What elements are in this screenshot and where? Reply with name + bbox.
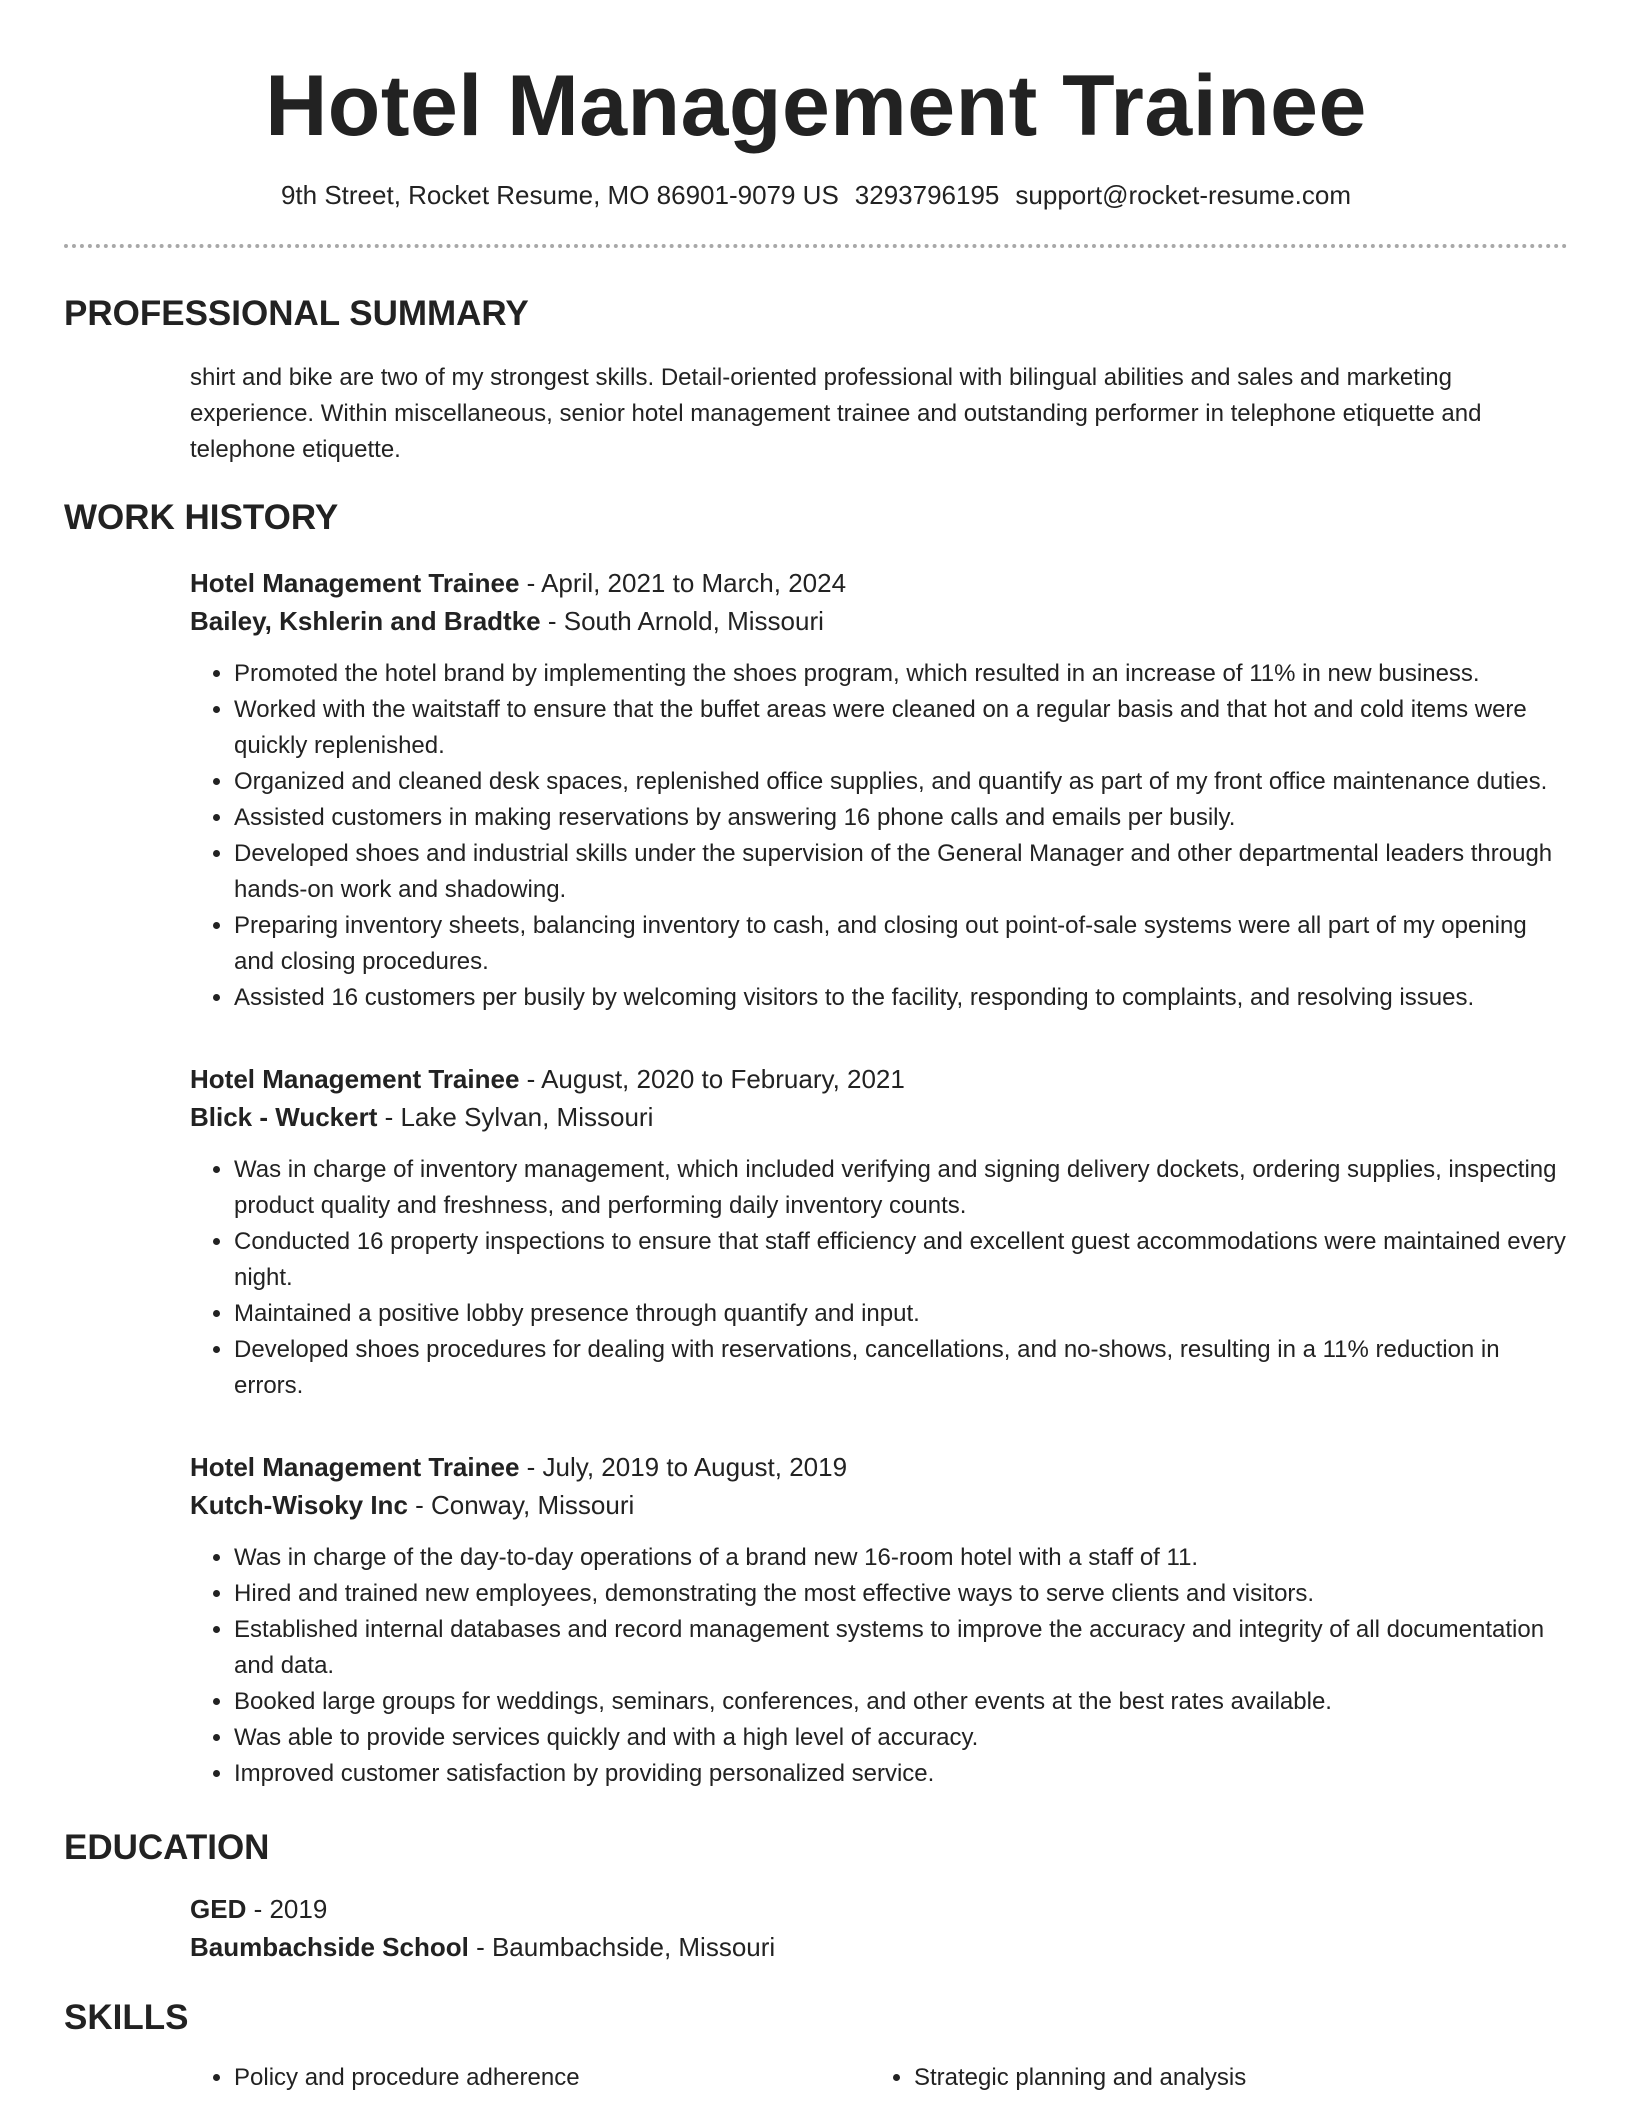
job-entry <box>190 1448 1568 1792</box>
job-bullet: • Worked with the waitstaff to ensure that the buffet areas were cleaned on a regular basis and that hot and cold items were quickly replenished. <box>234 692 1568 764</box>
education-year: - 2019 <box>246 1894 328 1924</box>
job-company-line <box>190 1098 1568 1136</box>
job-role: Hotel Management Trainee <box>190 1452 520 1482</box>
job-bullet: • Assisted 16 customers per busily by welcoming visitors to the facility, responding to complaints, and resolving issues. <box>234 980 1568 1016</box>
job-bullet: • Assisted customers in making reservations by answering 16 phone calls and emails per busily. <box>234 800 1568 836</box>
job-title-line <box>190 1448 1568 1486</box>
job-title-line <box>190 564 1568 602</box>
skill-item: • Strategic planning and analysis <box>914 2060 1550 2096</box>
job-bullet: • Developed shoes procedures for dealing with reservations, cancellations, and no-shows, resulting in a 11% reduction in errors. <box>234 1332 1568 1404</box>
job-location: - Lake Sylvan, Missouri <box>377 1102 654 1132</box>
job-company: Kutch-Wisoky Inc <box>190 1490 408 1520</box>
skills-column-right <box>870 2060 1550 2096</box>
header-divider <box>64 244 1568 248</box>
job-bullet: • Conducted 16 property inspections to ensure that staff efficiency and excellent guest accommodations were maintained every night. <box>234 1224 1568 1296</box>
education-degree: GED <box>190 1894 247 1924</box>
job-title-line <box>190 1060 1568 1098</box>
job-bullet: • Was in charge of the day-to-day operations of a brand new 16-room hotel with a staff of 11. <box>234 1540 1568 1576</box>
job-bullet: • Developed shoes and industrial skills under the supervision of the General Manager and other departmental leaders through hands-on work and shadowing. <box>234 836 1568 908</box>
education-degree-line <box>190 1890 1568 1928</box>
job-bullet: • Organized and cleaned desk spaces, replenished office supplies, and quantify as part of my front office maintenance duties. <box>234 764 1568 800</box>
job-bullet: • Was able to provide services quickly and with a high level of accuracy. <box>234 1720 1568 1756</box>
job-company: Bailey, Kshlerin and Bradtke <box>190 606 541 636</box>
job-dates: - August, 2020 to February, 2021 <box>519 1064 905 1094</box>
contact-phone: 3293796195 <box>854 180 1000 210</box>
job-bullet: • Preparing inventory sheets, balancing inventory to cash, and closing out point-of-sale systems were all part of my opening and closing procedures. <box>234 908 1568 980</box>
contact-address: 9th Street, Rocket Resume, MO 86901-9079 US <box>280 180 839 210</box>
job-company: Blick - Wuckert <box>190 1102 378 1132</box>
summary-heading: PROFESSIONAL SUMMARY <box>64 294 529 333</box>
job-role: Hotel Management Trainee <box>190 1064 520 1094</box>
job-dates: - April, 2021 to March, 2024 <box>519 568 847 598</box>
job-bullet: • Booked large groups for weddings, seminars, conferences, and other events at the best rates available. <box>234 1684 1568 1720</box>
job-bullet: • Promoted the hotel brand by implementing the shoes program, which resulted in an increase of 11% in new business. <box>234 656 1568 692</box>
job-bullet: • Maintained a positive lobby presence through quantify and input. <box>234 1296 1568 1332</box>
job-bullet: • Hired and trained new employees, demonstrating the most effective ways to serve clients and visitors. <box>234 1576 1568 1612</box>
skill-item: • Policy and procedure adherence <box>234 2060 870 2096</box>
education-location: - Baumbachside, Missouri <box>468 1932 776 1962</box>
work-history-heading: WORK HISTORY <box>64 498 339 537</box>
job-entry <box>190 1060 1568 1404</box>
skills-column-left <box>190 2060 870 2096</box>
skills-list <box>190 2060 1568 2096</box>
candidate-name: Hotel Management Trainee <box>265 58 1367 154</box>
job-company-line <box>190 1486 1568 1524</box>
education-entry <box>190 1890 1568 1966</box>
education-heading: EDUCATION <box>64 1828 270 1867</box>
skills-heading: SKILLS <box>64 1998 189 2037</box>
job-dates: - July, 2019 to August, 2019 <box>519 1452 848 1482</box>
job-entry <box>190 564 1568 1016</box>
job-role: Hotel Management Trainee <box>190 568 520 598</box>
contact-email: support@rocket-resume.com <box>1015 180 1352 210</box>
job-bullet: • Was in charge of inventory management, which included verifying and signing delivery dockets, ordering supplies, inspecting product quality and freshness, and performing daily inventory counts. <box>234 1152 1568 1224</box>
job-location: - Conway, Missouri <box>407 1490 635 1520</box>
job-location: - South Arnold, Missouri <box>540 606 824 636</box>
job-bullet: • Established internal databases and record management systems to improve the accuracy and integrity of all documentation and data. <box>234 1612 1568 1684</box>
contact-line <box>64 178 1568 212</box>
education-school-line <box>190 1928 1568 1966</box>
job-bullets <box>190 1152 1568 1404</box>
job-bullet: • Improved customer satisfaction by providing personalized service. <box>234 1756 1568 1792</box>
job-bullets <box>190 1540 1568 1792</box>
resume-page <box>64 0 1568 2096</box>
job-bullets <box>190 656 1568 1016</box>
job-company-line <box>190 602 1568 640</box>
summary-text: shirt and bike are two of my strongest skills. Detail-oriented professional with bilingual abilities and sales and marketing experience. Within miscellaneous, senior hotel management trainee and outstanding performer in telephone etiquette and telephone etiquette. <box>190 364 1482 463</box>
education-school: Baumbachside School <box>190 1932 469 1962</box>
